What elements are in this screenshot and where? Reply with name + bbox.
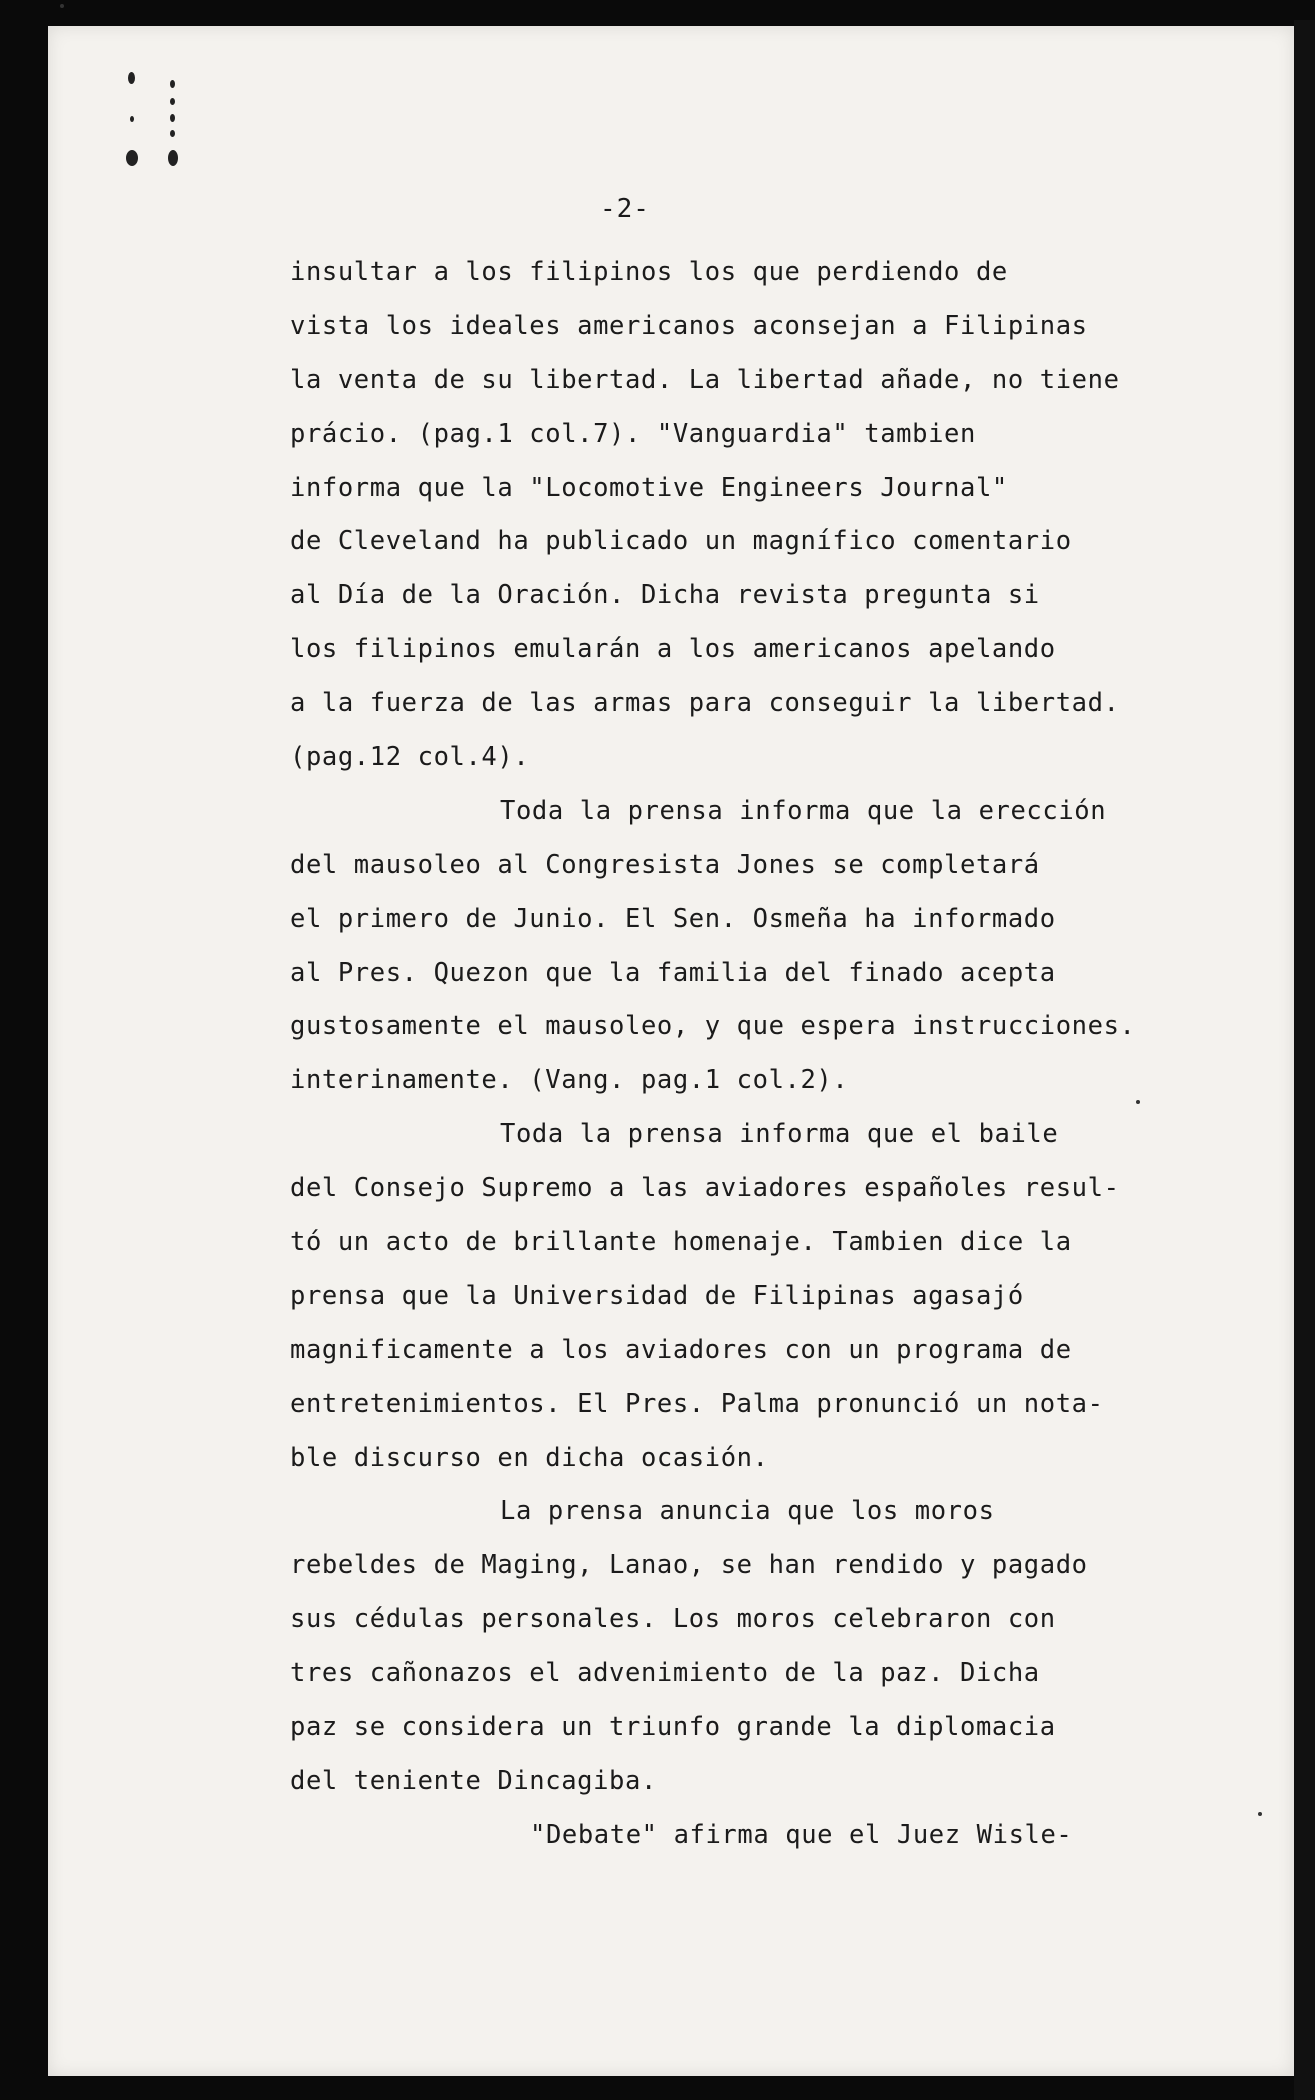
text-line: tres cañonazos el advenimiento de la paz. Dicha	[290, 1658, 1040, 1689]
text-line: tó un acto de brillante homenaje. Tambien dice la	[290, 1227, 1072, 1258]
text-line: al Pres. Quezon que la familia del finado acepta	[290, 957, 1056, 988]
text-line: los filipinos emularán a los americanos apelando	[290, 634, 1056, 665]
text-line: informa que la "Locomotive Engineers Journal"	[290, 472, 1008, 503]
text-line: de Cleveland ha publicado un magnífico comentario	[290, 526, 1072, 557]
text-line: gustosamente el mausoleo, y que espera instrucciones.	[290, 1011, 1136, 1042]
text-line: (pag.12 col.4).	[290, 742, 530, 773]
text-line: vista los ideales americanos aconsejan a Filipinas	[290, 310, 1088, 341]
text-line: a la fuerza de las armas para conseguir la libertad.	[290, 688, 1120, 719]
text-line: el primero de Junio. El Sen. Osmeña ha informado	[290, 903, 1056, 934]
paragraph-start: Toda la prensa informa que el baile	[500, 1119, 1059, 1150]
text-line: del Consejo Supremo a las aviadores españoles resul-	[290, 1173, 1120, 1204]
text-line: prensa que la Universidad de Filipinas agasajó	[290, 1280, 1024, 1311]
page-number: -2-	[600, 194, 650, 224]
document-body	[290, 246, 1150, 1863]
text-line: entretenimientos. El Pres. Palma pronunció un nota-	[290, 1388, 1104, 1419]
text-line: interinamente. (Vang. pag.1 col.2).	[290, 1065, 849, 1096]
text-line: del mausoleo al Congresista Jones se completará	[290, 849, 1040, 880]
text-line: prácio. (pag.1 col.7). "Vanguardia" tambien	[290, 418, 976, 449]
text-line: rebeldes de Maging, Lanao, se han rendido y pagado	[290, 1550, 1088, 1581]
text-line: la venta de su libertad. La libertad añade, no tiene	[290, 364, 1120, 395]
scan-border	[1294, 20, 1315, 2100]
paragraph-start: "Debate" afirma que el Juez Wisle-	[530, 1819, 1073, 1850]
text-line: paz se considera un triunfo grande la diplomacia	[290, 1712, 1056, 1743]
paragraph-start: La prensa anuncia que los moros	[500, 1496, 995, 1527]
paragraph-start: Toda la prensa informa que la erección	[500, 795, 1107, 826]
text-line: al Día de la Oración. Dicha revista pregunta si	[290, 580, 1040, 611]
text-line: insultar a los filipinos los que perdiendo de	[290, 257, 1008, 287]
punch-holes	[124, 70, 184, 190]
text-line: ble discurso en dicha ocasión.	[290, 1442, 769, 1473]
text-line: del teniente Dincagiba.	[290, 1765, 657, 1796]
text-line: sus cédulas personales. Los moros celebraron con	[290, 1604, 1056, 1635]
text-line: magnificamente a los aviadores con un programa de	[290, 1334, 1072, 1365]
